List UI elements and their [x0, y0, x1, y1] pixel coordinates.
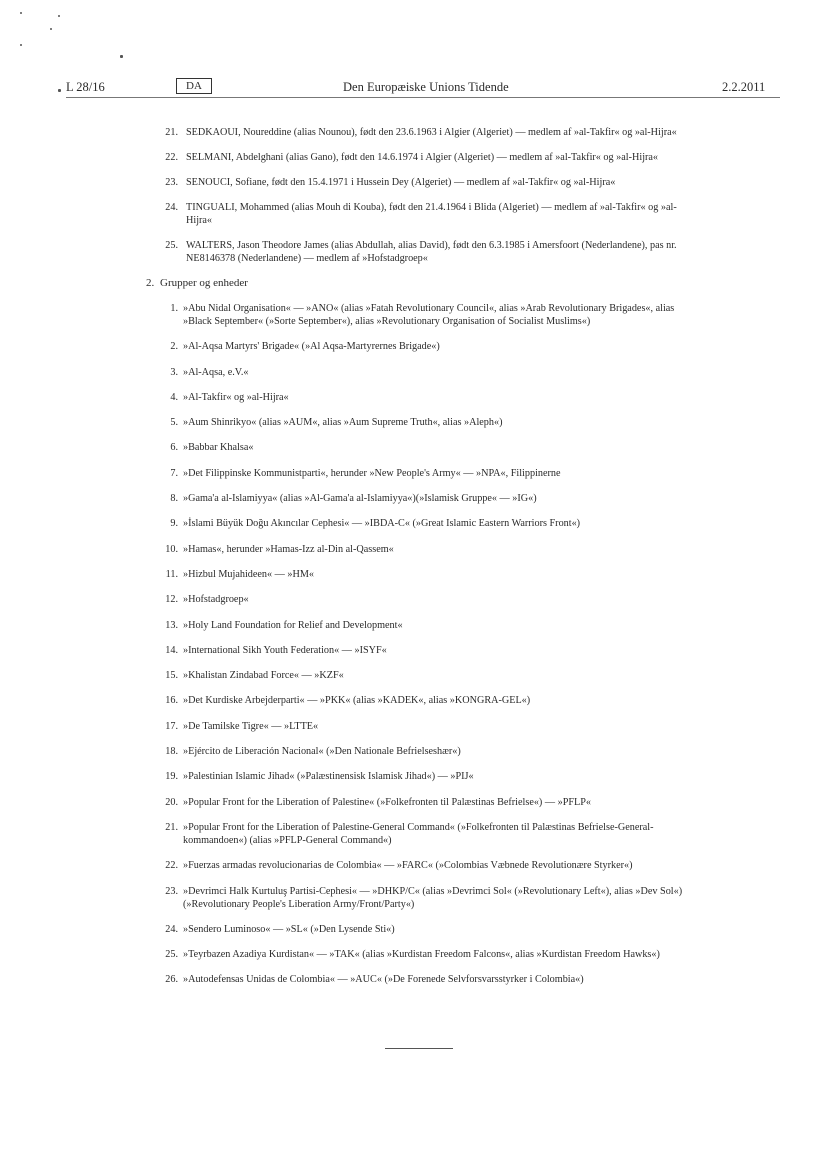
- person-entry: [0, 126, 827, 139]
- item-text: »Gama'a al-Islamiyya« (alias »Al-Gama'a al-Islamiyya«)(»Islamisk Gruppe« — »IG«): [183, 493, 537, 505]
- section-heading: [0, 277, 827, 290]
- header-rule: [66, 97, 780, 98]
- journal-reference: L 28/16: [66, 80, 105, 94]
- group-entry: [0, 745, 827, 758]
- group-entry: [0, 694, 827, 707]
- group-entry: [0, 593, 827, 606]
- item-number: 6.: [170, 442, 178, 454]
- item-number: 25.: [165, 240, 178, 251]
- end-rule: [385, 1048, 453, 1049]
- item-text: »Ejército de Liberación Nacional« (»Den Nationale Befrielseshær«): [183, 746, 461, 758]
- item-number: 24.: [165, 202, 178, 213]
- item-number: 8.: [170, 493, 178, 505]
- item-text: »Det Kurdiske Arbejderparti« — »PKK« (alias »KADEK«, alias »KONGRA-GEL«): [183, 695, 531, 707]
- item-number: 17.: [165, 720, 178, 732]
- item-text: »Teyrbazen Azadiya Kurdistan« — »TAK« (alias »Kurdistan Freedom Falcons«, alias »Kurdistan Freedom Hawks«): [183, 949, 660, 961]
- item-text: »Hizbul Mujahideen« — »HM«: [183, 568, 315, 580]
- group-entry: [0, 859, 827, 872]
- item-text: »Hofstadgroep«: [183, 594, 249, 606]
- item-number: 7.: [170, 467, 178, 479]
- item-number: 18.: [165, 746, 178, 758]
- group-entry: [0, 366, 827, 379]
- item-number: 20.: [165, 796, 178, 808]
- item-number: 11.: [165, 568, 178, 580]
- item-text: »Sendero Luminoso« — »SL« (»Den Lysende Sti«): [183, 923, 395, 935]
- group-entry: [0, 340, 827, 353]
- group-entry: [0, 391, 827, 404]
- item-number: 21.: [165, 821, 178, 833]
- item-text: »Devrimci Halk Kurtuluş Partisi-Cephesi« — »DHKP/C« (alias »Devrimci Sol« (»Revolutionary Left«), alias »Dev Sol«) (»Revolutionary People's Liberation Army/Front/Party«): [183, 885, 683, 910]
- group-entry: [0, 467, 827, 480]
- item-text: »International Sikh Youth Federation« — »ISYF«: [183, 644, 387, 656]
- item-number: 15.: [165, 670, 178, 682]
- item-number: 22.: [165, 152, 178, 163]
- person-entry: [0, 201, 827, 227]
- section-title: Grupper og enheder: [160, 277, 248, 289]
- item-text: »Hamas«, herunder »Hamas-Izz al-Din al-Qassem«: [183, 543, 394, 555]
- item-text: TINGUALI, Mohammed (alias Mouh di Kouba), født den 21.4.1964 i Blida (Algeriet) — medlem af »al-Takfir« og »al-Hijra«: [186, 202, 677, 226]
- item-number: 12.: [165, 594, 178, 606]
- section-number: 2.: [146, 277, 155, 289]
- group-entry: [0, 543, 827, 556]
- group-entry: [0, 720, 827, 733]
- item-text: »Det Filippinske Kommunistparti«, herunder »New People's Army« — »NPA«, Filippinerne: [183, 467, 561, 479]
- item-number: 23.: [165, 885, 178, 897]
- journal-date: 2.2.2011: [722, 80, 766, 94]
- item-text: »Khalistan Zindabad Force« — »KZF«: [183, 670, 344, 682]
- group-entry: [0, 770, 827, 783]
- group-entry: [0, 492, 827, 505]
- item-text: »Popular Front for the Liberation of Palestine« (»Folkefronten til Palæstinas Befrielse«) — »PFLP«: [183, 796, 592, 808]
- group-entry: [0, 441, 827, 454]
- item-number: 16.: [165, 695, 178, 707]
- groups-list: [0, 302, 827, 986]
- item-number: 4.: [170, 391, 178, 403]
- item-text: »Babbar Khalsa«: [183, 442, 254, 454]
- group-entry: [0, 973, 827, 986]
- item-text: »De Tamilske Tigre« — »LTTE«: [183, 720, 319, 732]
- group-entry: [0, 796, 827, 809]
- group-entry: [0, 302, 827, 328]
- persons-list: [0, 126, 827, 265]
- item-text: »Aum Shinrikyo« (alias »AUM«, alias »Aum Supreme Truth«, alias »Aleph«): [183, 417, 503, 429]
- item-number: 21.: [165, 127, 178, 138]
- item-text: »Holy Land Foundation for Relief and Development«: [183, 619, 403, 631]
- group-entry: [0, 948, 827, 961]
- item-number: 25.: [165, 949, 178, 961]
- item-text: »Fuerzas armadas revolucionarias de Colombia« — »FARC« (»Colombias Væbnede Revolutionære Styrker«): [183, 860, 633, 872]
- group-entry: [0, 619, 827, 632]
- group-entry: [0, 885, 827, 911]
- item-text: »Palestinian Islamic Jihad« (»Palæstinensisk Islamisk Jihad«) — »PIJ«: [183, 771, 474, 783]
- item-text: »Al-Aqsa, e.V.«: [183, 366, 249, 378]
- document-body: [0, 126, 827, 999]
- person-entry: [0, 151, 827, 164]
- group-entry: [0, 669, 827, 682]
- item-text: »Al-Takfir« og »al-Hijra«: [183, 391, 289, 403]
- item-text: SELMANI, Abdelghani (alias Gano), født den 14.6.1974 i Algier (Algeriet) — medlem af »al-Takfir« og »al-Hijra«: [186, 152, 659, 163]
- group-entry: [0, 568, 827, 581]
- language-box: DA: [176, 78, 212, 94]
- item-number: 3.: [170, 366, 178, 378]
- item-text: »Autodefensas Unidas de Colombia« — »AUC« (»De Forenede Selvforsvarsstyrker i Colombia«): [183, 974, 584, 986]
- item-number: 23.: [165, 177, 178, 188]
- journal-title: Den Europæiske Unions Tidende: [343, 80, 509, 94]
- person-entry: [0, 239, 827, 265]
- item-text: »İslami Büyük Doğu Akıncılar Cephesi« — »IBDA-C« (»Great Islamic Eastern Warriors Front«): [183, 518, 581, 530]
- item-number: 9.: [170, 518, 178, 530]
- person-entry: [0, 176, 827, 189]
- item-number: 13.: [165, 619, 178, 631]
- item-number: 10.: [165, 543, 178, 555]
- item-number: 2.: [170, 341, 178, 353]
- item-text: »Al-Aqsa Martyrs' Brigade« (»Al Aqsa-Martyrernes Brigade«): [183, 341, 440, 353]
- item-number: 1.: [170, 303, 178, 314]
- item-text: SEDKAOUI, Noureddine (alias Nounou), født den 23.6.1963 i Algier (Algeriet) — medlem af »al-Takfir« og »al-Hijra«: [186, 127, 677, 138]
- item-number: 22.: [165, 860, 178, 872]
- item-text: SENOUCI, Sofiane, født den 15.4.1971 i Hussein Dey (Algeriet) — medlem af »al-Takfir« og »al-Hijra«: [186, 177, 616, 188]
- group-entry: [0, 821, 827, 847]
- group-entry: [0, 416, 827, 429]
- item-number: 24.: [165, 923, 178, 935]
- item-number: 19.: [165, 771, 178, 783]
- item-text: »Abu Nidal Organisation« — »ANO« (alias »Fatah Revolutionary Council«, alias »Arab Revolutionary Brigades«, alias »Black September« (»Sorte September«), alias »Revolutionary Organisation of Socialist Muslims«): [183, 303, 675, 327]
- item-number: 14.: [165, 644, 178, 656]
- item-number: 26.: [165, 974, 178, 986]
- item-text: WALTERS, Jason Theodore James (alias Abdullah, alias David), født den 6.3.1985 i Amersfoort (Nederlandene), pas nr. NE8146378 (Nederlandene) — medlem af »Hofstadgroep«: [186, 240, 677, 264]
- group-entry: [0, 517, 827, 530]
- item-text: »Popular Front for the Liberation of Palestine-General Command« (»Folkefronten til Palæstinas Befrielse-General-kommandoen«) (alias »PFLP-General Command«): [183, 821, 654, 846]
- group-entry: [0, 644, 827, 657]
- item-number: 5.: [170, 417, 178, 429]
- group-entry: [0, 923, 827, 936]
